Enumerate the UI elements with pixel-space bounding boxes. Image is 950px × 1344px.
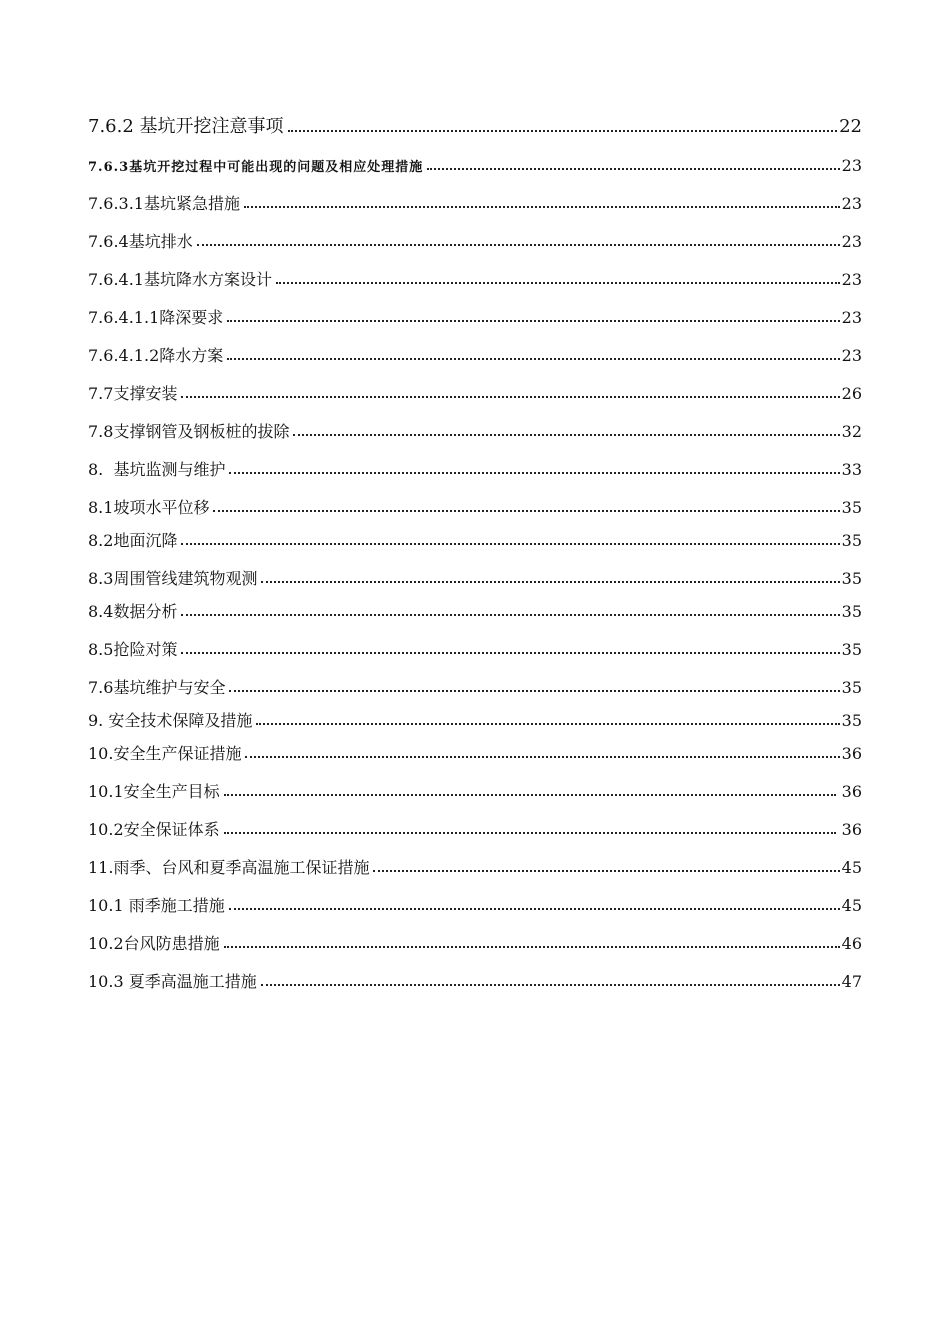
- toc-entry[interactable]: [88, 800, 862, 838]
- toc-entry-title: 7.6.3.1基坑紧急措施: [88, 194, 240, 213]
- toc-entry[interactable]: [88, 620, 862, 658]
- toc-leader-dots: [276, 282, 840, 284]
- toc-entry-page: 33: [841, 460, 862, 479]
- toc-leader-dots: [229, 472, 839, 474]
- toc-entry-title: 10.3 夏季高温施工措施: [88, 972, 257, 991]
- toc-entry-page: 23: [841, 308, 862, 327]
- toc-entry-page: 23: [841, 270, 862, 289]
- toc-leader-dots: [224, 794, 836, 796]
- toc-entry-title: 8.2地面沉降: [88, 531, 178, 550]
- toc-leader-dots: [213, 510, 839, 512]
- toc-entry-page: 35: [841, 640, 862, 659]
- toc-entry-title: 8.1坡项水平位移: [88, 498, 210, 517]
- toc-entry-title: 7.6.4.1基坑降水方案设计: [88, 270, 272, 289]
- toc-entry-page: 22: [839, 116, 862, 137]
- toc-entry-title: 8. 基坑监测与维护: [88, 460, 226, 479]
- toc-entry[interactable]: [88, 174, 862, 212]
- toc-entry[interactable]: [88, 364, 862, 402]
- toc-leader-dots: [181, 614, 839, 616]
- toc-entry-page: 47: [841, 972, 862, 991]
- toc-entry-page: 45: [841, 858, 862, 877]
- toc-entry[interactable]: [88, 549, 862, 587]
- toc-entry[interactable]: [88, 587, 862, 620]
- table-of-contents: [88, 98, 862, 990]
- toc-entry[interactable]: [88, 402, 862, 440]
- toc-entry-page: 36: [841, 744, 862, 763]
- toc-entry[interactable]: [88, 952, 862, 990]
- toc-entry-title: 7.8支撑钢管及钢板桩的拔除: [88, 422, 290, 441]
- toc-entry-page: 26: [841, 384, 862, 403]
- toc-leader-dots: [244, 206, 840, 208]
- toc-entry-title: 9. 安全技术保障及措施: [88, 711, 253, 730]
- toc-entry[interactable]: [88, 250, 862, 288]
- toc-entry-title: 8.3周围管线建筑物观测: [88, 569, 258, 588]
- toc-entry[interactable]: [88, 516, 862, 549]
- toc-entry-page: 32: [841, 422, 862, 441]
- toc-entry[interactable]: [88, 696, 862, 729]
- toc-leader-dots: [197, 244, 840, 246]
- toc-entry[interactable]: [88, 212, 862, 250]
- toc-leader-dots: [227, 320, 839, 322]
- toc-entry[interactable]: [88, 478, 862, 516]
- toc-entry[interactable]: [88, 288, 862, 326]
- toc-entry[interactable]: [88, 136, 862, 174]
- toc-entry-title: 11.雨季、台风和夏季高温施工保证措施: [88, 858, 370, 877]
- toc-entry-page: 35: [841, 678, 862, 697]
- toc-entry-title: 7.6.4.1.1降深要求: [88, 308, 224, 327]
- toc-leader-dots: [245, 756, 839, 758]
- toc-entry-title: 8.4数据分析: [88, 602, 178, 621]
- toc-entry[interactable]: [88, 729, 862, 762]
- toc-entry[interactable]: [88, 658, 862, 696]
- toc-entry-page: 23: [841, 156, 862, 175]
- toc-entry-page: 35: [841, 569, 862, 588]
- toc-entry-title: 10.2台风防患措施: [88, 934, 220, 953]
- toc-entry[interactable]: [88, 914, 862, 952]
- toc-leader-dots: [229, 908, 840, 910]
- toc-entry-page: 35: [841, 711, 862, 730]
- toc-leader-dots: [427, 168, 839, 170]
- toc-entry-page: 23: [841, 232, 862, 251]
- toc-entry-page: 35: [841, 498, 862, 517]
- toc-entry-page: 35: [841, 531, 862, 550]
- toc-leader-dots: [373, 870, 839, 872]
- toc-entry-title: 7.6基坑维护与安全: [88, 678, 226, 697]
- toc-entry[interactable]: [88, 326, 862, 364]
- toc-entry-title: 8.5抢险对策: [88, 640, 178, 659]
- toc-leader-dots: [181, 543, 839, 545]
- toc-entry-title: 7.6.3基坑开挖过程中可能出现的问题及相应处理措施: [88, 160, 424, 175]
- toc-entry-title: 7.6.2 基坑开挖注意事项: [88, 116, 284, 137]
- toc-entry-title: 10.2安全保证体系: [88, 820, 220, 839]
- toc-entry-page: 23: [841, 194, 862, 213]
- toc-entry-page: 45: [841, 896, 862, 915]
- toc-entry[interactable]: [88, 838, 862, 876]
- toc-entry[interactable]: [88, 98, 862, 136]
- toc-entry-page: 35: [841, 602, 862, 621]
- toc-entry-page: 23: [841, 346, 862, 365]
- toc-leader-dots: [229, 690, 839, 692]
- toc-entry[interactable]: [88, 762, 862, 800]
- toc-leader-dots: [261, 984, 840, 986]
- toc-entry[interactable]: [88, 440, 862, 478]
- toc-leader-dots: [293, 434, 839, 436]
- toc-leader-dots: [224, 832, 836, 834]
- toc-entry-page: 36: [841, 782, 862, 801]
- toc-leader-dots: [224, 946, 840, 948]
- toc-leader-dots: [261, 581, 839, 583]
- toc-entry-page: 36: [841, 820, 862, 839]
- toc-leader-dots: [288, 130, 838, 132]
- toc-entry-title: 10.1安全生产目标: [88, 782, 220, 801]
- toc-entry-page: 46: [841, 934, 862, 953]
- toc-entry-title: 10.安全生产保证措施: [88, 744, 242, 763]
- toc-entry[interactable]: [88, 876, 862, 914]
- toc-entry-title: 7.6.4基坑排水: [88, 232, 193, 251]
- toc-leader-dots: [181, 652, 839, 654]
- toc-entry-title: 7.7支撑安装: [88, 384, 178, 403]
- toc-entry-title: 7.6.4.1.2降水方案: [88, 346, 224, 365]
- toc-entry-title: 10.1 雨季施工措施: [88, 896, 225, 915]
- toc-leader-dots: [227, 358, 839, 360]
- toc-leader-dots: [181, 396, 839, 398]
- toc-leader-dots: [256, 723, 839, 725]
